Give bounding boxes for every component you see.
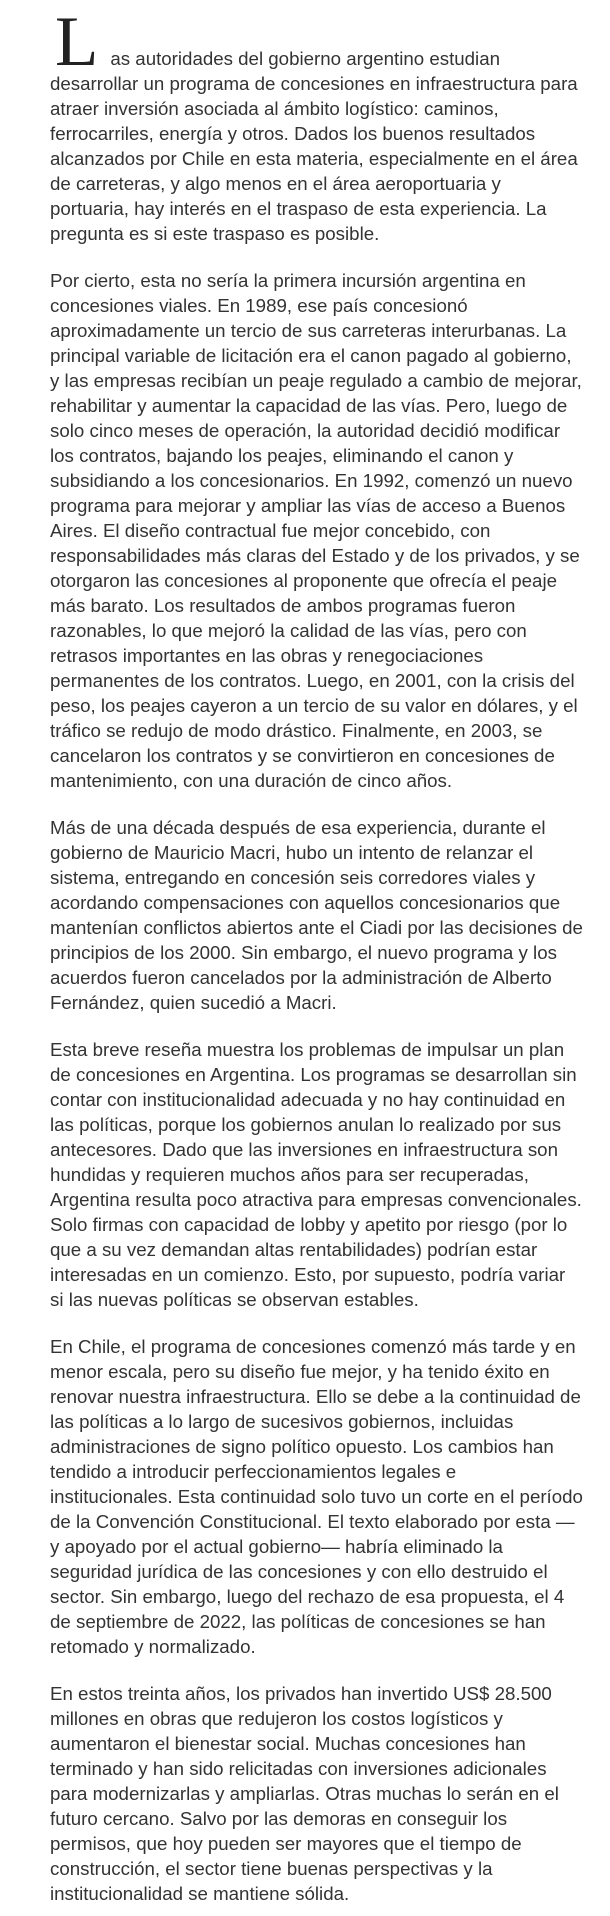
article-body [50,3,583,1906]
paragraph: En Chile, el programa de concesiones comenzó más tarde y en menor escala, pero su diseño fue mejor, y ha tenido éxito en renovar nuestra infraestructura. Ello se debe a la continuidad de las políticas a lo largo de sucesivos gobiernos, incluidas administraciones de signo político opuesto. Los cambios han tendido a introducir perfeccionamientos legales e institucionales. Esta continuidad solo tuvo un corte en el período de la Convención Constitucional. El texto elaborado por esta —y apoyado por el actual gobierno— habría eliminado la seguridad jurídica de las concesiones y con ello destruido el sector. Sin embargo, luego del rechazo de esa propuesta, el 4 de septiembre de 2022, las políticas de concesiones se han retomado y normalizado. [50,1336,583,1657]
paragraph-lead [50,3,583,246]
dropcap-letter: L [55,3,99,81]
paragraph-text: as autoridades del gobierno argentino estudian desarrollar un programa de concesiones en infraestructura para atraer inversión asociada al ámbito logístico: caminos, ferrocarriles, energía y otros. Dados los buenos resultados alcanzados por Chile en esta materia, especialmente en el área de carreteras, y algo menos en el área aeroportuaria y portuaria, hay interés en el traspaso de esta experiencia. La pregunta es si este traspaso es posible. [50,48,578,244]
paragraph: En estos treinta años, los privados han invertido US$ 28.500 millones en obras que redujeron los costos logísticos y aumentaron el bienestar social. Muchas concesiones han terminado y han sido relicitadas con inversiones adicionales para modernizarlas y ampliarlas. Otras muchas lo serán en el futuro cercano. Salvo por las demoras en conseguir los permisos, que hoy pueden ser mayores que el tiempo de construcción, el sector tiene buenas perspectivas y la institucionalidad se mantiene sólida. [50,1683,559,1904]
paragraph: Esta breve reseña muestra los problemas de impulsar un plan de concesiones en Argentina. Los programas se desarrollan sin contar con institucionalidad adecuada y no hay continuidad en las políticas, porque los gobiernos anulan lo realizado por sus antecesores. Dado que las inversiones en infraestructura son hundidas y requieren muchos años para ser recuperadas, Argentina resulta poco atractiva para empresas convencionales. Solo firmas con capacidad de lobby y apetito por riesgo (por lo que a su vez demandan altas rentabilidades) podrían estar interesadas en un comienzo. Esto, por supuesto, podría variar si las nuevas políticas se observan estables. [50,1039,582,1310]
paragraph: Más de una década después de esa experiencia, durante el gobierno de Mauricio Macri, hubo un intento de relanzar el sistema, entregando en concesión seis corredores viales y acordando compensaciones con aquellos concesionarios que mantenían conflictos abiertos ante el Ciadi por las decisiones de principios de los 2000. Sin embargo, el nuevo programa y los acuerdos fueron cancelados por la administración de Alberto Fernández, quien sucedió a Macri. [50,817,583,1013]
paragraph: Por cierto, esta no sería la primera incursión argentina en concesiones viales. En 1989, ese país concesionó aproximadamente un tercio de sus carreteras interurbanas. La principal variable de licitación era el canon pagado al gobierno, y las empresas recibían un peaje regulado a cambio de mejorar, rehabilitar y aumentar la capacidad de las vías. Pero, luego de solo cinco meses de operación, la autoridad decidió modificar los contratos, bajando los peajes, eliminando el canon y subsidiando a los concesionarios. En 1992, comenzó un nuevo programa para mejorar y ampliar las vías de acceso a Buenos Aires. El diseño contractual fue mejor concebido, con responsabilidades más claras del Estado y de los privados, y se otorgaron las concesiones al proponente que ofrecía el peaje más barato. Los resultados de ambos programas fueron razonables, lo que mejoró la calidad de las vías, pero con retrasos importantes en las obras y renegociaciones permanentes de los contratos. Luego, en 2001, con la crisis del peso, los peajes cayeron a un tercio de su valor en dólares, y el tráfico se redujo de modo drástico. Finalmente, en 2003, se cancelaron los contratos y se convirtieron en concesiones de mantenimiento, con una duración de cinco años. [50,270,582,791]
